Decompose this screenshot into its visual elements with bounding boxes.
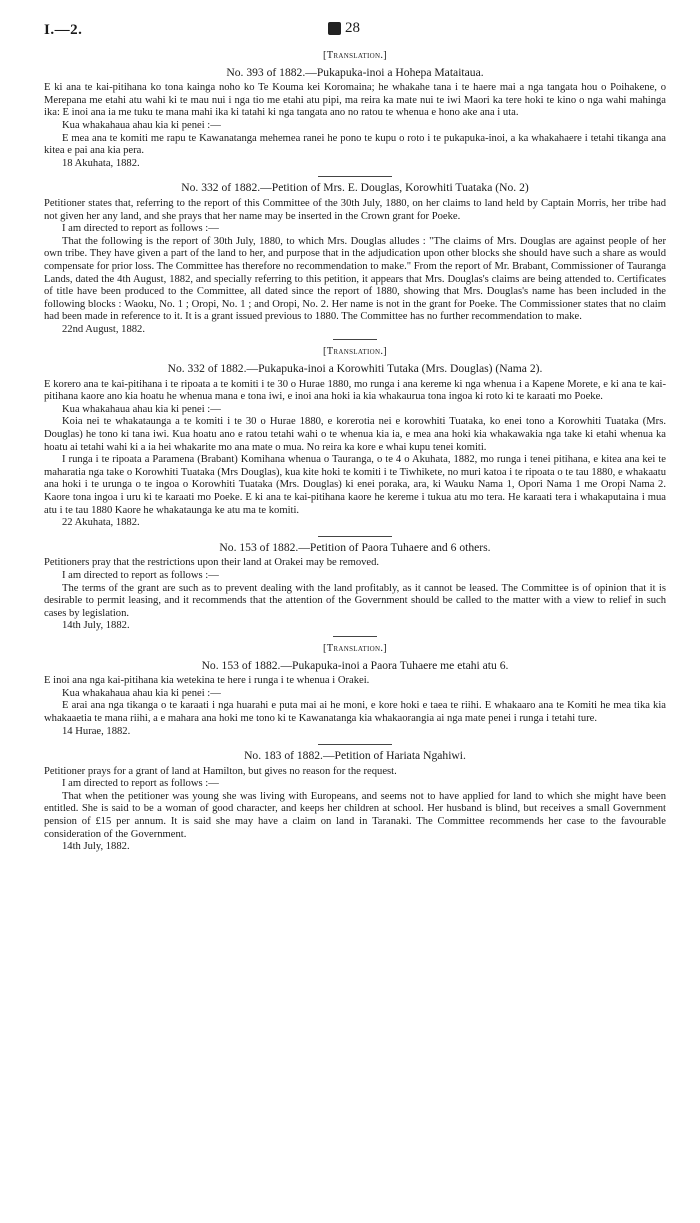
section-332-petition	[44, 182, 666, 336]
document-reference: I.—2.	[44, 22, 83, 38]
report-text-continued: I runga i te ripoata a Paramena (Brabant) Komihana whenua o Tauranga, o te 4 o Akuhata, 1882, mo runga i tenei pitihana, e kitea ana kei te maharatia nga take o Korowhiti Tuataka (Mrs Douglas), kua kite hoki te komiti i te Tiwhikete, no muri katoa i te ripoata o te tau 1880, e whakaatu ana hoki i te urunga o te ingoa o Korowhiti Tuataka (Mrs. Douglas) ki enei poraka, ara, ki Wauku Nama 1, Opori Nama 1 me Oropi Nama 2. Kaore tona ingoa i uru ki te karaati mo Poeke. E ki ana te kai-pitihana kaore he kereme i tukua atu mo tera. He karaati tera i whakaputaina i mua atu i te tau 1880 Kaore he whakataunga ke atu ma te komiti.	[44, 454, 666, 516]
page-header	[44, 20, 666, 44]
section-title: No. 153 of 1882.—Pukapuka-inoi a Paora Tuhaere me etahi atu 6.	[201, 658, 509, 672]
translation-label: [Translation.]	[322, 346, 387, 358]
section-divider	[318, 744, 392, 745]
report-text: That the following is the report of 30th July, 1880, to which Mrs. Douglas alludes : "The claims of Mrs. Douglas are against people of her own tribe. They have given a part of the land to her, and purpose that in the adjudication upon other blocks she should have such a share as would compensate for prior loss. The Committee has therefore no recommendation to make." From the report of Mr. Brabant, Commissioner of Tauranga Lands, dated the 4th August, 1882, and specially referring to this petition, it appears that Mrs. Douglas's claims are being attended to. Certificates of title have been produced to the Committee, all dated since the report of 1880, showing that Mrs. Douglas's name has been included in the following blocks : Waoku, No. 1 ; Oropi, No. 1 ; and Oropi, No. 2. Her name is not in the grant for Poeke. The Commissioner states that no claim had been made in reference to it. It is a grant issued previous to 1880. The Committee has no further recommendation to make.	[44, 235, 666, 323]
section-332-translation	[44, 346, 666, 529]
report-text: That when the petitioner was young she was living with Europeans, and seems not to have applied for land to which she might have been entitled. She is said to be a woman of good character, and keeps her children at school. Her husband is blind, but receives a small Government pension of £15 per annum. It is said she may have a claim on land in Taranaki. The Committee recommends her case to the favourable consideration of the Government.	[44, 790, 666, 840]
translation-label: [Translation.]	[322, 50, 387, 61]
page-mark-icon	[328, 22, 341, 35]
petition-body: Petitioner states that, referring to the report of this Committee of the 30th July, 1880, on her claims to land held by Captain Morris, her tribe had not given her any land, and she prays that her name may be inserted in the Crown grant for Poeke.	[44, 197, 666, 222]
section-divider	[318, 536, 392, 537]
report-text: E mea ana te komiti me rapu te Kawanatanga mehemea ranei he pono te kupu o roto i te pukapuka-inoi, a ka whakahaere i tetahi tikanga ana kitea e pai ana kia pera.	[44, 132, 666, 157]
section-title: No. 332 of 1882.—Petition of Mrs. E. Douglas, Korowhiti Tuataka (No. 2)	[181, 181, 529, 195]
section-divider	[333, 339, 377, 340]
section-title: No. 153 of 1882.—Petition of Paora Tuhaere and 6 others.	[219, 540, 491, 554]
page-number: 28	[345, 20, 360, 36]
section-title: No. 393 of 1882.—Pukapuka-inoi a Hohepa Mataitaua.	[226, 65, 484, 79]
section-title: No. 183 of 1882.—Petition of Hariata Ngahiwi.	[244, 749, 466, 763]
directed-line: I am directed to report as follows :—	[62, 223, 219, 235]
directed-line: I am directed to report as follows :—	[62, 569, 219, 581]
report-date: 14th July, 1882.	[62, 841, 130, 853]
directed-line: Kua whakahaua ahau kia ki penei :—	[62, 403, 221, 415]
petition-body: E korero ana te kai-pitihana i te ripoata a te komiti i te 30 o Hurae 1880, mo runga i ana kereme ki nga whenua i a Kapene Morete, e ki ana te kai-pitihana kaore ano kia hoatu he whenua mana e tona iwi, e inoi ana hoki ia kia whakaurua tona ingoa ki roto ki te karaati mo Poeke.	[44, 378, 666, 403]
petition-body: E ki ana te kai-pitihana ko tona kainga noho ko Te Kouma kei Koromaina; he whakahe tana i te haere mai a nga tangata hou o Poihakene, o Merepana me etahi atu wahi ki te mau nui i nga tio me etahi atu pipi, ma reira ka mate nui te iwi Maori ka tere hoki te kino o nga wahi mahinga ika: E inoi ana ia me tuku te mana mahi ika ki tatahi ki nga tangata ano no ratou te whenua e hono ake ana i uta.	[44, 82, 666, 119]
report-text: E arai ana nga tikanga o te karaati i nga huarahi e puta mai ai he moni, e kore hoki e taea te riihi. E whakaaro ana te Komiti he mea tika kia whakaaetia te mana riihi, a e mahara ana hoki me tono ki te Kawanatanga kia whakaorangia ai nga mate penei i runga i tetahi ture.	[44, 700, 666, 724]
petition-body: Petitioners pray that the restrictions upon their land at Orakei may be removed.	[44, 557, 380, 569]
report-text: Koia nei te whakataunga a te komiti i te 30 o Hurae 1880, e korerotia nei e korowhiti Tuataka, ko enei tono a Korowhiti Tuataka (Mrs. Douglas) he tono ki tana iwi. Kua hoatu ano e ratou tetahi wahi o te whenua kia ia, e mea ana hoki kia whakawakia nga take ki etahi whenua ka hoatu ai tetahi wahi ki a ia hei whakarite mo ana mate o mua. No reira ka kore e whai kupu tenei komiti.	[44, 416, 666, 453]
section-divider	[333, 636, 377, 637]
report-text: The terms of the grant are such as to prevent dealing with the land profitably, as it cannot be leased. The Committee is of opinion that it is desirable to permit leasing, and it recommends that the attention of the Government should be called to the matter with a view to relief in such cases by legislation.	[44, 582, 666, 619]
section-title: No. 332 of 1882.—Pukapuka-inoi a Korowhiti Tutaka (Mrs. Douglas) (Nama 2).	[167, 362, 543, 376]
section-153-petition	[44, 542, 666, 633]
report-date: 14 Hurae, 1882.	[62, 725, 131, 737]
report-date: 22 Akuhata, 1882.	[62, 517, 140, 529]
directed-line: I am directed to report as follows :—	[62, 778, 219, 790]
directed-line: Kua whakahaua ahau kia ki penei :—	[62, 119, 221, 131]
section-183-petition	[44, 750, 666, 854]
directed-line: Kua whakahaua ahau kia ki penei :—	[62, 687, 221, 699]
report-date: 18 Akuhata, 1882.	[62, 157, 140, 169]
section-153-translation	[44, 643, 666, 738]
document-page	[44, 20, 666, 854]
page-number-block	[328, 20, 360, 37]
petition-body: E inoi ana nga kai-pitihana kia wetekina te here i runga i te whenua i Orakei.	[44, 675, 370, 687]
section-393-translation	[44, 50, 666, 170]
section-divider	[318, 176, 392, 177]
report-date: 14th July, 1882.	[62, 620, 130, 632]
petition-body: Petitioner prays for a grant of land at Hamilton, but gives no reason for the request.	[44, 765, 397, 777]
report-date: 22nd August, 1882.	[62, 323, 145, 335]
translation-label: [Translation.]	[322, 642, 387, 654]
